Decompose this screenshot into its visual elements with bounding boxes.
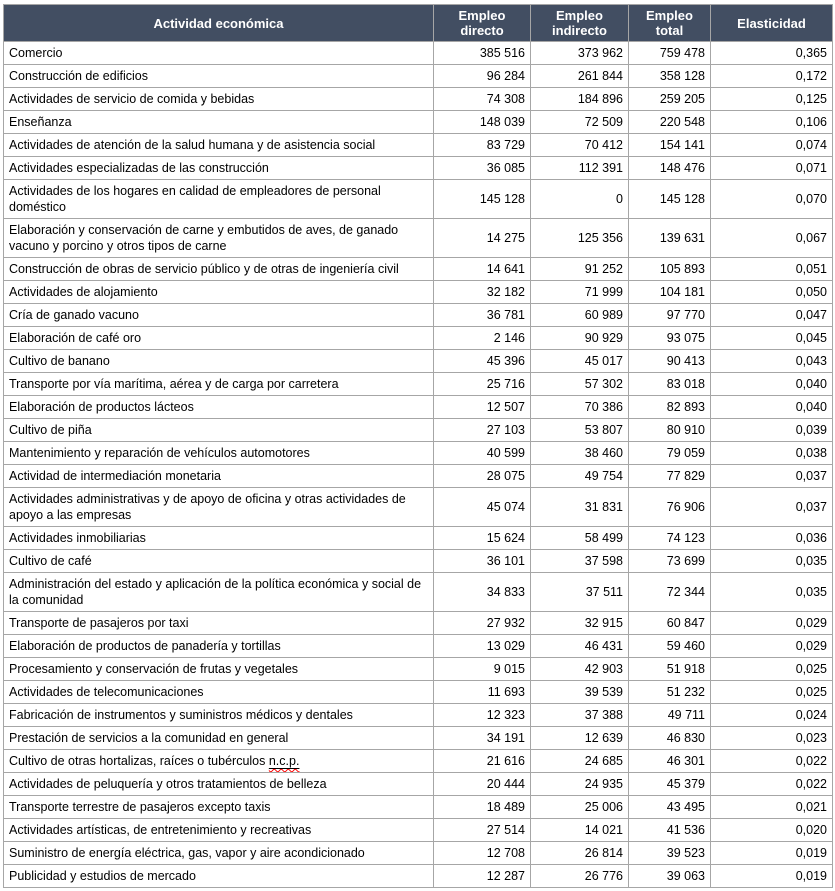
indirect-employment-cell: 90 929	[531, 327, 629, 350]
direct-employment-cell: 40 599	[434, 442, 531, 465]
activity-name-cell: Fabricación de instrumentos y suministros médicos y dentales	[4, 704, 434, 727]
table-row	[4, 573, 833, 612]
indirect-employment-cell: 91 252	[531, 258, 629, 281]
direct-employment-cell: 13 029	[434, 635, 531, 658]
indirect-employment-cell: 0	[531, 180, 629, 219]
table-row	[4, 658, 833, 681]
activity-name-cell: Actividades artísticas, de entretenimiento y recreativas	[4, 819, 434, 842]
total-employment-cell: 97 770	[629, 304, 711, 327]
indirect-employment-cell: 25 006	[531, 796, 629, 819]
total-employment-cell: 39 063	[629, 865, 711, 888]
activity-name-cell: Actividades de telecomunicaciones	[4, 681, 434, 704]
activity-name-cell: Cultivo de otras hortalizas, raíces o tubérculos n.c.p.	[4, 750, 434, 773]
table-row	[4, 304, 833, 327]
elasticity-cell: 0,043	[711, 350, 833, 373]
activity-name-cell: Comercio	[4, 42, 434, 65]
activity-name-cell: Suministro de energía eléctrica, gas, vapor y aire acondicionado	[4, 842, 434, 865]
direct-employment-cell: 25 716	[434, 373, 531, 396]
activity-name-cell: Administración del estado y aplicación de la política económica y social de la comunidad	[4, 573, 434, 612]
elasticity-cell: 0,067	[711, 219, 833, 258]
total-employment-cell: 76 906	[629, 488, 711, 527]
total-employment-cell: 49 711	[629, 704, 711, 727]
table-row	[4, 42, 833, 65]
indirect-employment-cell: 46 431	[531, 635, 629, 658]
direct-employment-cell: 20 444	[434, 773, 531, 796]
activity-name-cell: Transporte de pasajeros por taxi	[4, 612, 434, 635]
indirect-employment-cell: 37 598	[531, 550, 629, 573]
elasticity-cell: 0,019	[711, 842, 833, 865]
indirect-employment-cell: 373 962	[531, 42, 629, 65]
indirect-employment-cell: 125 356	[531, 219, 629, 258]
direct-employment-cell: 27 932	[434, 612, 531, 635]
total-employment-cell: 73 699	[629, 550, 711, 573]
total-employment-cell: 220 548	[629, 111, 711, 134]
column-header-empleo-directo: Empleo directo	[434, 5, 531, 42]
table-row	[4, 704, 833, 727]
table-row	[4, 180, 833, 219]
total-employment-cell: 80 910	[629, 419, 711, 442]
direct-employment-cell: 36 085	[434, 157, 531, 180]
employment-elasticity-table	[3, 4, 833, 888]
elasticity-cell: 0,035	[711, 573, 833, 612]
indirect-employment-cell: 12 639	[531, 727, 629, 750]
direct-employment-cell: 11 693	[434, 681, 531, 704]
table-row	[4, 419, 833, 442]
indirect-employment-cell: 72 509	[531, 111, 629, 134]
direct-employment-cell: 27 103	[434, 419, 531, 442]
activity-name-cell: Cría de ganado vacuno	[4, 304, 434, 327]
total-employment-cell: 759 478	[629, 42, 711, 65]
indirect-employment-cell: 14 021	[531, 819, 629, 842]
activity-name-cell: Actividades de atención de la salud humana y de asistencia social	[4, 134, 434, 157]
elasticity-cell: 0,024	[711, 704, 833, 727]
indirect-employment-cell: 24 935	[531, 773, 629, 796]
activity-name-cell: Cultivo de café	[4, 550, 434, 573]
elasticity-cell: 0,029	[711, 635, 833, 658]
elasticity-cell: 0,106	[711, 111, 833, 134]
elasticity-cell: 0,029	[711, 612, 833, 635]
activity-name-cell: Construcción de edificios	[4, 65, 434, 88]
total-employment-cell: 51 918	[629, 658, 711, 681]
column-header-empleo-indirecto: Empleo indirecto	[531, 5, 629, 42]
direct-employment-cell: 148 039	[434, 111, 531, 134]
elasticity-cell: 0,051	[711, 258, 833, 281]
elasticity-cell: 0,019	[711, 865, 833, 888]
direct-employment-cell: 14 275	[434, 219, 531, 258]
indirect-employment-cell: 71 999	[531, 281, 629, 304]
elasticity-cell: 0,047	[711, 304, 833, 327]
total-employment-cell: 60 847	[629, 612, 711, 635]
table-row	[4, 134, 833, 157]
direct-employment-cell: 34 191	[434, 727, 531, 750]
total-employment-cell: 148 476	[629, 157, 711, 180]
indirect-employment-cell: 38 460	[531, 442, 629, 465]
direct-employment-cell: 15 624	[434, 527, 531, 550]
table-row	[4, 350, 833, 373]
direct-employment-cell: 28 075	[434, 465, 531, 488]
elasticity-cell: 0,071	[711, 157, 833, 180]
elasticity-cell: 0,025	[711, 681, 833, 704]
spellcheck-flagged-term: n.c.p.	[268, 754, 300, 768]
indirect-employment-cell: 53 807	[531, 419, 629, 442]
activity-name-cell: Elaboración de productos de panadería y tortillas	[4, 635, 434, 658]
indirect-employment-cell: 184 896	[531, 88, 629, 111]
table-row	[4, 258, 833, 281]
elasticity-cell: 0,125	[711, 88, 833, 111]
activity-name-cell: Actividades especializadas de las construcción	[4, 157, 434, 180]
table-header	[4, 5, 833, 42]
activity-name-cell: Actividades de servicio de comida y bebidas	[4, 88, 434, 111]
elasticity-cell: 0,037	[711, 488, 833, 527]
activity-name-cell: Prestación de servicios a la comunidad en general	[4, 727, 434, 750]
elasticity-cell: 0,038	[711, 442, 833, 465]
indirect-employment-cell: 26 814	[531, 842, 629, 865]
table-row	[4, 488, 833, 527]
total-employment-cell: 90 413	[629, 350, 711, 373]
indirect-employment-cell: 42 903	[531, 658, 629, 681]
activity-name-cell: Enseñanza	[4, 111, 434, 134]
total-employment-cell: 46 301	[629, 750, 711, 773]
total-employment-cell: 45 379	[629, 773, 711, 796]
direct-employment-cell: 12 287	[434, 865, 531, 888]
indirect-employment-cell: 37 511	[531, 573, 629, 612]
total-employment-cell: 51 232	[629, 681, 711, 704]
direct-employment-cell: 18 489	[434, 796, 531, 819]
indirect-employment-cell: 70 412	[531, 134, 629, 157]
activity-name-cell: Publicidad y estudios de mercado	[4, 865, 434, 888]
total-employment-cell: 145 128	[629, 180, 711, 219]
direct-employment-cell: 45 396	[434, 350, 531, 373]
indirect-employment-cell: 70 386	[531, 396, 629, 419]
elasticity-cell: 0,172	[711, 65, 833, 88]
table-row	[4, 635, 833, 658]
direct-employment-cell: 36 781	[434, 304, 531, 327]
table-row	[4, 527, 833, 550]
total-employment-cell: 93 075	[629, 327, 711, 350]
indirect-employment-cell: 45 017	[531, 350, 629, 373]
table-row	[4, 727, 833, 750]
indirect-employment-cell: 58 499	[531, 527, 629, 550]
total-employment-cell: 43 495	[629, 796, 711, 819]
table-row	[4, 396, 833, 419]
direct-employment-cell: 385 516	[434, 42, 531, 65]
activity-name-cell: Actividades de peluquería y otros tratamientos de belleza	[4, 773, 434, 796]
table-row	[4, 819, 833, 842]
indirect-employment-cell: 261 844	[531, 65, 629, 88]
indirect-employment-cell: 49 754	[531, 465, 629, 488]
total-employment-cell: 259 205	[629, 88, 711, 111]
total-employment-cell: 41 536	[629, 819, 711, 842]
table-row	[4, 865, 833, 888]
elasticity-cell: 0,020	[711, 819, 833, 842]
column-header-elasticidad: Elasticidad	[711, 5, 833, 42]
table-row	[4, 550, 833, 573]
table-row	[4, 612, 833, 635]
elasticity-cell: 0,022	[711, 750, 833, 773]
elasticity-cell: 0,050	[711, 281, 833, 304]
direct-employment-cell: 45 074	[434, 488, 531, 527]
table-row	[4, 327, 833, 350]
elasticity-cell: 0,023	[711, 727, 833, 750]
indirect-employment-cell: 26 776	[531, 865, 629, 888]
activity-name-cell: Procesamiento y conservación de frutas y vegetales	[4, 658, 434, 681]
direct-employment-cell: 2 146	[434, 327, 531, 350]
elasticity-cell: 0,365	[711, 42, 833, 65]
total-employment-cell: 82 893	[629, 396, 711, 419]
table-row	[4, 681, 833, 704]
direct-employment-cell: 12 708	[434, 842, 531, 865]
indirect-employment-cell: 37 388	[531, 704, 629, 727]
direct-employment-cell: 32 182	[434, 281, 531, 304]
table-row	[4, 88, 833, 111]
column-header-empleo-total: Empleo total	[629, 5, 711, 42]
activity-name-cell: Elaboración de productos lácteos	[4, 396, 434, 419]
header-row	[4, 5, 833, 42]
total-employment-cell: 105 893	[629, 258, 711, 281]
direct-employment-cell: 14 641	[434, 258, 531, 281]
activity-name-cell: Mantenimiento y reparación de vehículos automotores	[4, 442, 434, 465]
table-row	[4, 442, 833, 465]
elasticity-cell: 0,022	[711, 773, 833, 796]
activity-name-cell: Cultivo de piña	[4, 419, 434, 442]
indirect-employment-cell: 31 831	[531, 488, 629, 527]
table-row	[4, 111, 833, 134]
total-employment-cell: 79 059	[629, 442, 711, 465]
direct-employment-cell: 83 729	[434, 134, 531, 157]
indirect-employment-cell: 60 989	[531, 304, 629, 327]
activity-name-cell: Elaboración de café oro	[4, 327, 434, 350]
total-employment-cell: 77 829	[629, 465, 711, 488]
activity-name-cell: Actividades inmobiliarias	[4, 527, 434, 550]
total-employment-cell: 74 123	[629, 527, 711, 550]
total-employment-cell: 72 344	[629, 573, 711, 612]
indirect-employment-cell: 32 915	[531, 612, 629, 635]
indirect-employment-cell: 112 391	[531, 157, 629, 180]
table-row	[4, 281, 833, 304]
activity-name-cell: Construcción de obras de servicio público y de otras de ingeniería civil	[4, 258, 434, 281]
direct-employment-cell: 96 284	[434, 65, 531, 88]
table-row	[4, 157, 833, 180]
table-row	[4, 796, 833, 819]
total-employment-cell: 46 830	[629, 727, 711, 750]
activity-name-cell: Transporte por vía marítima, aérea y de carga por carretera	[4, 373, 434, 396]
elasticity-cell: 0,040	[711, 396, 833, 419]
table-row	[4, 465, 833, 488]
direct-employment-cell: 9 015	[434, 658, 531, 681]
indirect-employment-cell: 57 302	[531, 373, 629, 396]
elasticity-cell: 0,036	[711, 527, 833, 550]
activity-name-cell: Actividad de intermediación monetaria	[4, 465, 434, 488]
elasticity-cell: 0,039	[711, 419, 833, 442]
elasticity-cell: 0,035	[711, 550, 833, 573]
table-body	[4, 42, 833, 888]
table-row	[4, 750, 833, 773]
activity-name-cell: Actividades de los hogares en calidad de empleadores de personal doméstico	[4, 180, 434, 219]
total-employment-cell: 139 631	[629, 219, 711, 258]
total-employment-cell: 104 181	[629, 281, 711, 304]
elasticity-cell: 0,045	[711, 327, 833, 350]
elasticity-cell: 0,037	[711, 465, 833, 488]
direct-employment-cell: 12 507	[434, 396, 531, 419]
activity-name-cell: Elaboración y conservación de carne y embutidos de aves, de ganado vacuno y porcino y otros tipos de carne	[4, 219, 434, 258]
total-employment-cell: 59 460	[629, 635, 711, 658]
direct-employment-cell: 12 323	[434, 704, 531, 727]
indirect-employment-cell: 39 539	[531, 681, 629, 704]
indirect-employment-cell: 24 685	[531, 750, 629, 773]
activity-name-cell: Actividades de alojamiento	[4, 281, 434, 304]
direct-employment-cell: 21 616	[434, 750, 531, 773]
direct-employment-cell: 36 101	[434, 550, 531, 573]
total-employment-cell: 83 018	[629, 373, 711, 396]
total-employment-cell: 358 128	[629, 65, 711, 88]
elasticity-cell: 0,040	[711, 373, 833, 396]
elasticity-cell: 0,074	[711, 134, 833, 157]
table-row	[4, 842, 833, 865]
column-header-actividad-economica: Actividad económica	[4, 5, 434, 42]
elasticity-cell: 0,070	[711, 180, 833, 219]
activity-name-cell: Cultivo de banano	[4, 350, 434, 373]
activity-name-cell: Actividades administrativas y de apoyo de oficina y otras actividades de apoyo a las empresas	[4, 488, 434, 527]
total-employment-cell: 154 141	[629, 134, 711, 157]
direct-employment-cell: 34 833	[434, 573, 531, 612]
table-row	[4, 773, 833, 796]
total-employment-cell: 39 523	[629, 842, 711, 865]
direct-employment-cell: 74 308	[434, 88, 531, 111]
direct-employment-cell: 27 514	[434, 819, 531, 842]
table-row	[4, 65, 833, 88]
direct-employment-cell: 145 128	[434, 180, 531, 219]
activity-name-cell: Transporte terrestre de pasajeros excepto taxis	[4, 796, 434, 819]
table-row	[4, 373, 833, 396]
elasticity-cell: 0,025	[711, 658, 833, 681]
elasticity-cell: 0,021	[711, 796, 833, 819]
table-row	[4, 219, 833, 258]
